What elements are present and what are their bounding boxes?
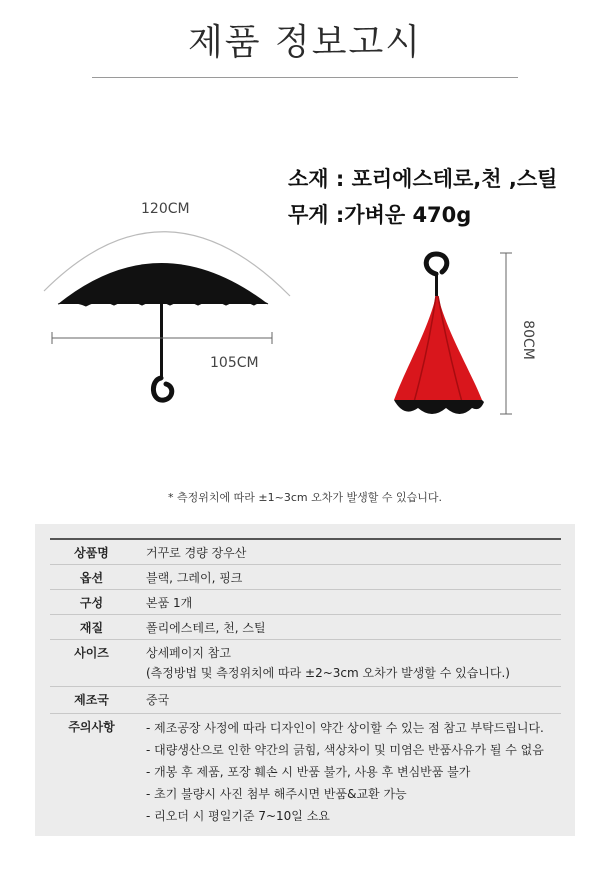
- row-label: 옵션: [79, 570, 104, 585]
- caution-item: - 개봉 후 제품, 포장 훼손 시 반품 불가, 사용 후 변심반품 불가: [146, 764, 471, 779]
- size-note: (측정방법 및 측정위치에 따라 ±2~3cm 오차가 발생할 수 있습니다.): [146, 665, 510, 680]
- row-label: 상품명: [74, 546, 109, 560]
- row-value: 본품 1개: [146, 595, 193, 610]
- measurement-note: * 측정위치에 따라 ±1~3cm 오차가 발생할 수 있습니다.: [168, 491, 442, 504]
- row-label: 제조국: [74, 692, 109, 707]
- caution-item: - 제조공장 사정에 따라 디자인이 약간 상이할 수 있는 점 참고 부탁드립니다.: [146, 720, 544, 735]
- table-row: [50, 539, 561, 564]
- size-value: 상세페이지 참고: [146, 645, 231, 660]
- width-top-label: 120CM: [141, 201, 190, 217]
- product-info-table: [50, 538, 561, 827]
- page-title: 제품 정보고시: [187, 22, 423, 63]
- table-row: [50, 686, 561, 713]
- table-row: [50, 639, 561, 686]
- table-row: [50, 589, 561, 614]
- height-label: 80CM: [519, 320, 536, 360]
- row-value: [133, 713, 561, 827]
- height-measure-line: [500, 253, 512, 414]
- row-label: 재질: [79, 620, 104, 635]
- caution-item: - 리오더 시 평일기준 7~10일 소요: [146, 808, 330, 823]
- row-value: 폴리에스테르, 천, 스틸: [146, 620, 266, 635]
- row-label: 주의사항: [68, 719, 115, 734]
- row-value: [133, 639, 561, 686]
- red-umbrella-icon: [394, 254, 484, 414]
- row-label: 사이즈: [74, 645, 109, 660]
- table-row: [50, 564, 561, 589]
- table-row: [50, 614, 561, 639]
- row-value: 블랙, 그레이, 핑크: [146, 570, 243, 585]
- caution-item: - 초기 불량시 사진 첨부 해주시면 반품&교환 가능: [146, 786, 407, 801]
- table-row: [50, 713, 561, 827]
- black-umbrella-icon: [58, 263, 268, 400]
- caution-item: - 대량생산으로 인한 약간의 긁힘, 색상차이 및 미염은 반품사유가 될 수 없음: [146, 742, 544, 757]
- weight-spec: 무게 :가벼운 470g: [288, 203, 472, 227]
- width-bottom-label: 105CM: [210, 355, 259, 371]
- title-divider: [92, 77, 518, 78]
- row-label: 구성: [79, 595, 104, 610]
- row-value: 중국: [146, 692, 170, 707]
- product-info-panel: [35, 524, 575, 836]
- row-value: 거꾸로 경량 장우산: [146, 546, 247, 560]
- material-spec: 소재 : 포리에스테로,천 ,스틸: [288, 167, 558, 191]
